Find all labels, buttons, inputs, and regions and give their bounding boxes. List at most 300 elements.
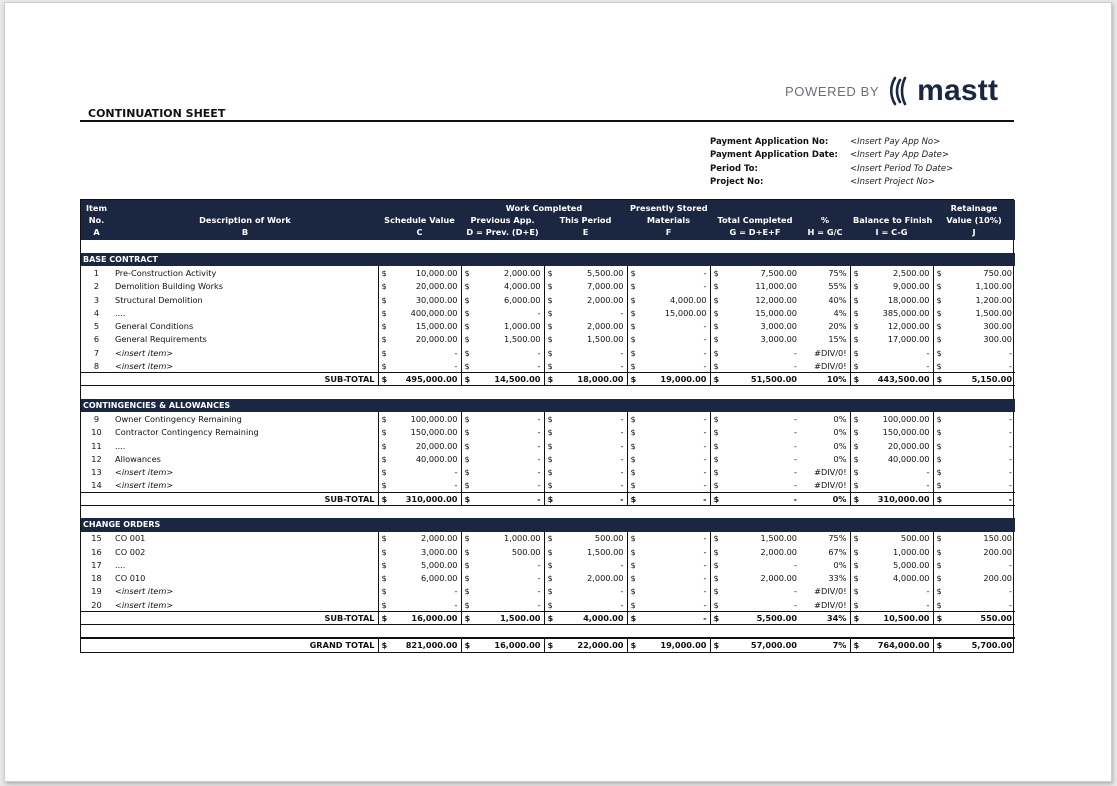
subtotal-label: SUB-TOTAL (112, 492, 378, 505)
money-cell: $ 18,000.00 (544, 373, 627, 386)
item-number: 16 (91, 546, 102, 557)
money-cell: $ 5,000.00 (378, 558, 461, 571)
table-row[interactable] (81, 532, 1015, 545)
money-cell: $ - (850, 346, 933, 359)
meta-value[interactable]: <Insert Project No> (850, 177, 936, 188)
header-retainage-1: Retainage (933, 200, 1015, 214)
percent-cell: 0% (800, 492, 850, 505)
header-percent: % (800, 214, 850, 226)
money-cell: $ 200.00 (933, 572, 1015, 585)
subtotal-label: SUB-TOTAL (112, 373, 378, 386)
money-cell: $ 2,000.00 (544, 293, 627, 306)
money-cell: $ - (627, 479, 710, 492)
item-description[interactable]: <insert item> (115, 480, 174, 491)
item-description[interactable]: CO 002 (115, 546, 146, 557)
money-cell: $ - (461, 585, 544, 598)
table-row[interactable] (81, 598, 1015, 611)
money-cell: $ - (544, 465, 627, 478)
money-cell: $ - (850, 598, 933, 611)
money-cell: $ - (544, 492, 627, 505)
item-number: 14 (91, 480, 102, 491)
item-description[interactable]: <insert item> (115, 599, 174, 610)
table-row[interactable] (81, 426, 1015, 439)
money-cell: $ 20,000.00 (378, 280, 461, 293)
money-cell: $ - (627, 439, 710, 452)
section-header (81, 399, 1015, 412)
header-item: Item (81, 200, 112, 214)
header-col-b: B (112, 226, 378, 240)
money-cell: $ - (933, 452, 1015, 465)
money-cell: $ 4,000.00 (850, 572, 933, 585)
header-previous: Previous App. (461, 214, 544, 226)
money-cell: $ 310,000.00 (850, 492, 933, 505)
money-cell: $ - (544, 598, 627, 611)
percent-cell: 0% (833, 453, 847, 464)
money-cell: $ 4,000.00 (544, 611, 627, 624)
table-row[interactable] (81, 439, 1015, 452)
item-number: 10 (91, 427, 102, 438)
money-cell: $ 100,000.00 (378, 412, 461, 425)
money-cell: $ - (461, 558, 544, 571)
money-cell: $ - (933, 346, 1015, 359)
money-cell: $ - (710, 558, 800, 571)
table-row[interactable] (81, 452, 1015, 465)
money-cell: $ 20,000.00 (378, 333, 461, 346)
money-cell: $ 200.00 (933, 545, 1015, 558)
money-cell: $ 300.00 (933, 319, 1015, 332)
money-cell: $ 821,000.00 (378, 638, 461, 652)
header-col-g: G = D+E+F (710, 226, 800, 240)
percent-cell: 20% (828, 321, 847, 332)
money-cell: $ 1,000.00 (461, 532, 544, 545)
money-cell: $ 500.00 (461, 545, 544, 558)
item-description[interactable]: General Conditions (115, 321, 194, 332)
money-cell: $ - (627, 598, 710, 611)
item-description[interactable]: Pre-Construction Activity (115, 267, 217, 278)
item-description[interactable]: <insert item> (115, 360, 174, 371)
money-cell: $ - (850, 359, 933, 372)
percent-cell: 15% (828, 334, 847, 345)
meta-value[interactable]: <Insert Pay App Date> (850, 150, 950, 161)
item-number: 15 (91, 533, 102, 544)
item-number: 11 (91, 440, 102, 451)
money-cell: $ - (710, 479, 800, 492)
money-cell: $ 2,000.00 (544, 572, 627, 585)
percent-cell: #DIV/0! (814, 480, 847, 491)
header-stored-2: Materials (627, 214, 710, 226)
header-col-a: A (81, 226, 112, 240)
title-rule (80, 120, 1014, 122)
money-cell: $ - (627, 266, 710, 279)
money-cell: $ - (461, 492, 544, 505)
percent-cell: 0% (833, 559, 847, 570)
money-cell: $ 7,000.00 (544, 280, 627, 293)
money-cell: $ 2,500.00 (850, 266, 933, 279)
money-cell: $ 443,500.00 (850, 373, 933, 386)
item-description[interactable]: Demolition Building Works (115, 281, 223, 292)
meta-row (710, 162, 1010, 176)
money-cell: $ - (544, 306, 627, 319)
item-number: 13 (91, 467, 102, 478)
money-cell: $ - (627, 359, 710, 372)
money-cell: $ 40,000.00 (850, 452, 933, 465)
money-cell: $ - (933, 465, 1015, 478)
percent-cell: 55% (828, 281, 847, 292)
table-row[interactable] (81, 333, 1015, 346)
money-cell: $ - (933, 359, 1015, 372)
header-col-e: E (544, 226, 627, 240)
money-cell: $ - (461, 439, 544, 452)
money-cell: $ 20,000.00 (378, 439, 461, 452)
item-description[interactable]: Structural Demolition (115, 294, 203, 305)
money-cell: $ - (461, 452, 544, 465)
item-description[interactable]: .... (115, 559, 126, 570)
item-description[interactable]: .... (115, 440, 126, 451)
money-cell: $ - (378, 465, 461, 478)
meta-label: Period To: (710, 163, 758, 174)
money-cell: $ 7,500.00 (710, 266, 800, 279)
money-cell: $ 4,000.00 (627, 293, 710, 306)
money-cell: $ - (850, 585, 933, 598)
money-cell: $ 2,000.00 (544, 319, 627, 332)
money-cell: $ - (850, 465, 933, 478)
money-cell: $ 495,000.00 (378, 373, 461, 386)
meta-label: Project No: (710, 177, 764, 188)
subtotal-row (81, 611, 1015, 624)
money-cell: $ - (627, 346, 710, 359)
money-cell: $ - (710, 585, 800, 598)
money-cell: $ - (933, 426, 1015, 439)
header-no: No. (81, 214, 112, 226)
money-cell: $ 1,500.00 (544, 333, 627, 346)
item-description[interactable]: Owner Contingency Remaining (115, 413, 242, 424)
money-cell: $ 4,000.00 (461, 280, 544, 293)
money-cell: $ - (461, 346, 544, 359)
item-number: 4 (93, 307, 100, 318)
money-cell: $ - (627, 452, 710, 465)
table-row[interactable] (81, 306, 1015, 319)
percent-cell: 10% (800, 373, 850, 386)
money-cell: $ - (461, 426, 544, 439)
money-cell: $ - (627, 280, 710, 293)
percent-cell: 0% (833, 427, 847, 438)
money-cell: $ 16,000.00 (461, 638, 544, 652)
money-cell: $ - (710, 598, 800, 611)
table-row[interactable] (81, 346, 1015, 359)
item-number: 17 (91, 559, 102, 570)
money-cell: $ - (627, 532, 710, 545)
table-row[interactable] (81, 465, 1015, 478)
header-col-i: I = C-G (850, 226, 933, 240)
money-cell: $ 385,000.00 (850, 306, 933, 319)
payment-meta (710, 135, 1010, 189)
money-cell: $ 19,000.00 (627, 638, 710, 652)
percent-cell: #DIV/0! (814, 599, 847, 610)
money-cell: $ 300.00 (933, 333, 1015, 346)
money-cell: $ 500.00 (544, 532, 627, 545)
money-cell: $ 6,000.00 (461, 293, 544, 306)
money-cell: $ - (710, 359, 800, 372)
item-number: 18 (91, 573, 102, 584)
money-cell: $ - (710, 412, 800, 425)
money-cell: $ 15,000.00 (627, 306, 710, 319)
meta-value[interactable]: <Insert Period To Date> (850, 163, 954, 174)
section-header (81, 253, 1015, 266)
money-cell: $ - (461, 465, 544, 478)
money-cell: $ - (627, 545, 710, 558)
money-cell: $ 1,500.00 (933, 306, 1015, 319)
powered-by-label: POWERED BY (785, 83, 880, 99)
item-description[interactable]: General Requirements (115, 334, 207, 345)
section-header (81, 518, 1015, 531)
money-cell: $ - (461, 412, 544, 425)
money-cell: $ 2,000.00 (461, 266, 544, 279)
money-cell: $ 5,500.00 (710, 611, 800, 624)
money-cell: $ 2,000.00 (378, 532, 461, 545)
percent-cell: 0% (833, 413, 847, 424)
money-cell: $ - (933, 479, 1015, 492)
header-schedule-value: Schedule Value (378, 214, 461, 226)
money-cell: $ - (544, 439, 627, 452)
money-cell: $ 16,000.00 (378, 611, 461, 624)
item-number: 20 (91, 599, 102, 610)
money-cell: $ 10,000.00 (378, 266, 461, 279)
mastt-wordmark: mastt (917, 74, 999, 107)
meta-label: Payment Application No: (710, 136, 829, 147)
money-cell: $ - (378, 346, 461, 359)
money-cell: $ 750.00 (933, 266, 1015, 279)
table-row[interactable] (81, 479, 1015, 492)
percent-cell: #DIV/0! (814, 360, 847, 371)
money-cell: $ 12,000.00 (850, 319, 933, 332)
money-cell: $ 57,000.00 (710, 638, 800, 652)
header-col-d: D = Prev. (D+E) (461, 226, 544, 240)
percent-cell: 34% (800, 611, 850, 624)
table-row[interactable] (81, 545, 1015, 558)
item-number: 2 (93, 281, 100, 292)
money-cell: $ - (461, 572, 544, 585)
money-cell: $ - (627, 412, 710, 425)
item-number: 1 (93, 267, 100, 278)
money-cell: $ - (933, 558, 1015, 571)
percent-cell: #DIV/0! (814, 586, 847, 597)
item-description[interactable]: CO 010 (115, 573, 146, 584)
money-cell: $ 1,100.00 (933, 280, 1015, 293)
money-cell: $ - (627, 319, 710, 332)
section-title: CHANGE ORDERS (81, 518, 1015, 531)
money-cell: $ 1,500.00 (461, 611, 544, 624)
item-description[interactable]: .... (115, 307, 126, 318)
money-cell: $ - (461, 598, 544, 611)
money-cell: $ - (544, 452, 627, 465)
item-number: 3 (93, 294, 100, 305)
header-retainage-2: Value (10%) (933, 214, 1015, 226)
header-total-completed: Total Completed (710, 214, 800, 226)
mastt-logo (785, 73, 998, 109)
table-row[interactable] (81, 572, 1015, 585)
header-col-c: C (378, 226, 461, 240)
money-cell: $ 3,000.00 (378, 545, 461, 558)
money-cell: $ - (933, 585, 1015, 598)
section-title: BASE CONTRACT (81, 253, 1015, 266)
money-cell: $ - (933, 439, 1015, 452)
money-cell: $ 1,500.00 (710, 532, 800, 545)
money-cell: $ - (544, 412, 627, 425)
meta-value[interactable]: <Insert Pay App No> (850, 136, 941, 147)
percent-cell: #DIV/0! (814, 467, 847, 478)
money-cell: $ 14,500.00 (461, 373, 544, 386)
money-cell: $ - (850, 479, 933, 492)
money-cell: $ - (627, 572, 710, 585)
money-cell: $ 400,000.00 (378, 306, 461, 319)
header-work-completed: Work Completed (461, 200, 627, 214)
item-description[interactable]: <insert item> (115, 586, 174, 597)
continuation-table (80, 199, 1014, 653)
header-this-period: This Period (544, 214, 627, 226)
money-cell: $ - (627, 492, 710, 505)
money-cell: $ 9,000.00 (850, 280, 933, 293)
money-cell: $ - (461, 479, 544, 492)
money-cell: $ 51,500.00 (710, 373, 800, 386)
money-cell: $ - (544, 585, 627, 598)
money-cell: $ 1,000.00 (461, 319, 544, 332)
money-cell: $ 12,000.00 (710, 293, 800, 306)
money-cell: $ 550.00 (933, 611, 1015, 624)
money-cell: $ 19,000.00 (627, 373, 710, 386)
subtotal-row (81, 373, 1015, 386)
money-cell: $ 310,000.00 (378, 492, 461, 505)
money-cell: $ 100,000.00 (850, 412, 933, 425)
mastt-mark-icon (889, 76, 911, 106)
money-cell: $ 150,000.00 (378, 426, 461, 439)
money-cell: $ 5,150.00 (933, 373, 1015, 386)
money-cell: $ - (544, 346, 627, 359)
meta-label: Payment Application Date: (710, 150, 838, 161)
item-number: 8 (93, 360, 100, 371)
money-cell: $ 17,000.00 (850, 333, 933, 346)
percent-cell: 33% (828, 573, 847, 584)
page-title: CONTINUATION SHEET (88, 107, 226, 120)
table-header (81, 200, 1015, 240)
percent-cell: 40% (828, 294, 847, 305)
item-description[interactable]: <insert item> (115, 347, 174, 358)
subtotal-row (81, 492, 1015, 505)
money-cell: $ - (710, 346, 800, 359)
header-stored-1: Presently Stored (627, 200, 710, 214)
grand-total-label: GRAND TOTAL (112, 638, 378, 652)
percent-cell: 75% (828, 533, 847, 544)
item-description[interactable]: Contractor Contingency Remaining (115, 427, 259, 438)
money-cell: $ 1,200.00 (933, 293, 1015, 306)
money-cell: $ - (378, 359, 461, 372)
money-cell: $ 5,500.00 (544, 266, 627, 279)
money-cell: $ - (627, 426, 710, 439)
money-cell: $ - (544, 479, 627, 492)
money-cell: $ - (627, 333, 710, 346)
money-cell: $ 15,000.00 (378, 319, 461, 332)
money-cell: $ 1,500.00 (544, 545, 627, 558)
money-cell: $ - (627, 465, 710, 478)
item-number: 5 (93, 321, 100, 332)
table-row[interactable] (81, 293, 1015, 306)
header-col-j: J (933, 226, 1015, 240)
table-body (81, 240, 1015, 652)
money-cell: $ 40,000.00 (378, 452, 461, 465)
money-cell: $ - (710, 492, 800, 505)
table-row[interactable] (81, 359, 1015, 372)
section-title: CONTINGENCIES & ALLOWANCES (81, 399, 1015, 412)
item-description[interactable]: Allowances (115, 453, 161, 464)
item-description[interactable]: <insert item> (115, 467, 174, 478)
percent-cell: 75% (828, 267, 847, 278)
money-cell: $ - (378, 479, 461, 492)
table-row[interactable] (81, 266, 1015, 279)
header-description: Description of Work (112, 214, 378, 226)
header-col-f: F (627, 226, 710, 240)
money-cell: $ - (461, 306, 544, 319)
money-cell: $ 22,000.00 (544, 638, 627, 652)
table-row[interactable] (81, 280, 1015, 293)
money-cell: $ 150,000.00 (850, 426, 933, 439)
percent-cell: 7% (800, 638, 850, 652)
item-number: 19 (91, 586, 102, 597)
table-row[interactable] (81, 412, 1015, 425)
money-cell: $ 15,000.00 (710, 306, 800, 319)
header-col-h: H = G/C (800, 226, 850, 240)
money-cell: $ 30,000.00 (378, 293, 461, 306)
money-cell: $ - (461, 359, 544, 372)
money-cell: $ - (544, 426, 627, 439)
item-description[interactable]: CO 001 (115, 533, 146, 544)
money-cell: $ - (710, 452, 800, 465)
money-cell: $ 20,000.00 (850, 439, 933, 452)
subtotal-label: SUB-TOTAL (112, 611, 378, 624)
money-cell: $ - (378, 598, 461, 611)
money-cell: $ 764,000.00 (850, 638, 933, 652)
money-cell: $ - (933, 412, 1015, 425)
money-cell: $ 500.00 (850, 532, 933, 545)
money-cell: $ 18,000.00 (850, 293, 933, 306)
grand-total-row (81, 638, 1015, 652)
percent-cell: 0% (833, 440, 847, 451)
money-cell: $ - (710, 426, 800, 439)
money-cell: $ - (710, 465, 800, 478)
header-balance: Balance to Finish (850, 214, 933, 226)
money-cell: $ 3,000.00 (710, 333, 800, 346)
table-row[interactable] (81, 585, 1015, 598)
item-number: 6 (93, 334, 100, 345)
table-row[interactable] (81, 558, 1015, 571)
percent-cell: #DIV/0! (814, 347, 847, 358)
item-number: 7 (93, 347, 100, 358)
money-cell: $ - (710, 439, 800, 452)
meta-row (710, 135, 1010, 149)
meta-row (710, 176, 1010, 190)
money-cell: $ 5,700.00 (933, 638, 1015, 652)
percent-cell: 67% (828, 546, 847, 557)
money-cell: $ - (627, 558, 710, 571)
money-cell: $ 150.00 (933, 532, 1015, 545)
table-row[interactable] (81, 319, 1015, 332)
money-cell: $ - (627, 585, 710, 598)
item-number: 9 (93, 413, 100, 424)
money-cell: $ 5,000.00 (850, 558, 933, 571)
money-cell: $ 2,000.00 (710, 545, 800, 558)
money-cell: $ - (627, 611, 710, 624)
money-cell: $ - (544, 359, 627, 372)
meta-row (710, 149, 1010, 163)
money-cell: $ 6,000.00 (378, 572, 461, 585)
